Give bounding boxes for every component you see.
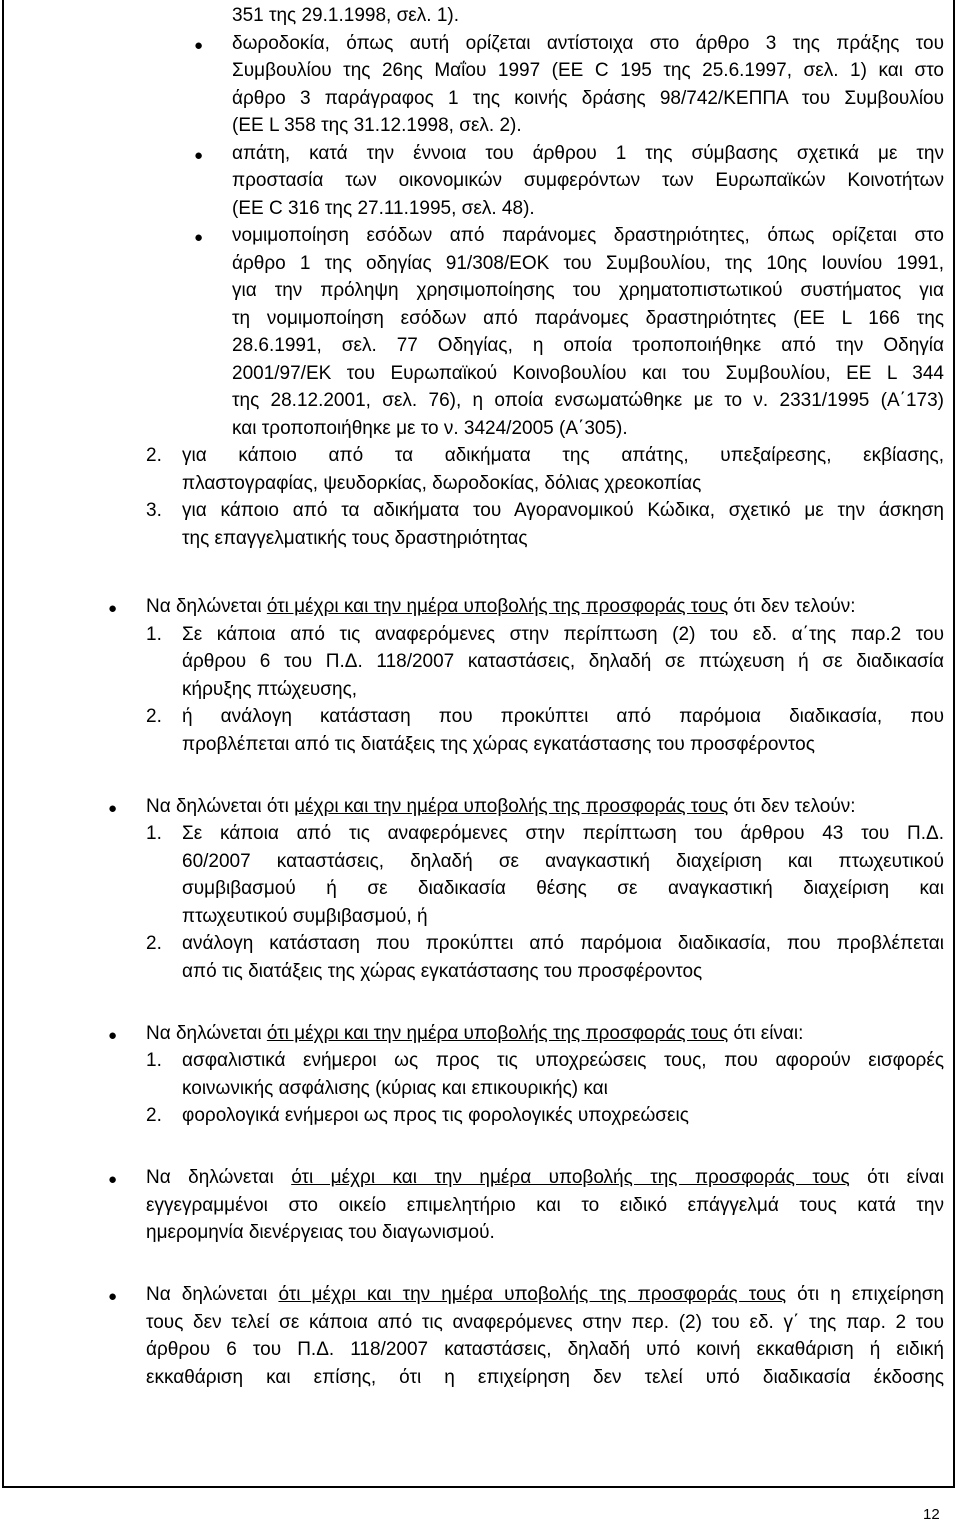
bullet-line: της 28.12.2001, σελ. 76), η οποία ενσωματώθηκε με το ν. 2331/1995 (Α΄173) bbox=[232, 390, 944, 411]
declaration-item-line: από τις διατάξεις της χώρας εγκατάστασης του προσφέροντος bbox=[182, 960, 703, 982]
paragraph-line: εκκαθάριση και επίσης, ότι η επιχείρηση δεν τελεί υπό διαδικασία έκδοσης bbox=[146, 1366, 944, 1388]
declaration-item-line: κοινωνικής ασφάλισης (κύριας και επικουρικής) και bbox=[182, 1077, 608, 1099]
bullet-line: 28.6.1991, σελ. 77 Οδηγίας, η οποία τροποποιήθηκε από την Οδηγία bbox=[232, 335, 944, 356]
bullet-line: προστασία των οικονομικών συμφερόντων των Ευρωπαϊκών Κοινοτήτων bbox=[232, 170, 944, 191]
continuation-line: 351 της 29.1.1998, σελ. 1). bbox=[232, 5, 459, 26]
underlined-condition: ότι μέχρι και την ημέρα υποβολής της προσφοράς τους bbox=[291, 1167, 850, 1188]
page-number: 12 bbox=[923, 1506, 940, 1523]
declaration-item-line: Σε κάποια από τις αναφερόμενες στην περίπτωση (2) του εδ. α΄της παρ.2 του bbox=[182, 623, 944, 645]
paragraph-line: εγγεγραμμένοι στο οικείο επιμελητήριο και το ειδικό επάγγελμά τους κατά την bbox=[146, 1194, 944, 1216]
intro-text: ότι δεν τελούν: bbox=[728, 596, 856, 617]
underlined-condition: μέχρι και την ημέρα υποβολής της προσφοράς τους bbox=[294, 795, 729, 817]
bullet-icon: ● bbox=[108, 1171, 118, 1188]
declaration-intro bbox=[146, 793, 856, 821]
list-number: 1. bbox=[146, 823, 162, 844]
declaration-item-line: προβλέπεται από τις διατάξεις της χώρας εγκατάστασης του προσφέροντος bbox=[182, 733, 815, 755]
bullet-icon: ● bbox=[194, 36, 204, 54]
bullet-icon: ● bbox=[194, 146, 204, 164]
declaration-item-line: ή ανάλογη κατάσταση που προκύπτει από παρόμοια διαδικασία, που bbox=[182, 706, 944, 727]
declaration-item-line: κήρυξης πτώχευσης, bbox=[182, 678, 358, 700]
underlined-condition: ότι μέχρι και την ημέρα υποβολής της προσφοράς τους bbox=[278, 1284, 787, 1305]
bullet-line: (ΕΕ C 316 της 27.11.1995, σελ. 48). bbox=[232, 197, 535, 219]
bullet-line: άρθρο 3 παράγραφος 1 της κοινής δράσης 98/742/ΚΕΠΠΑ του Συμβουλίου bbox=[232, 87, 944, 109]
underlined-condition: ότι μέχρι και την ημέρα υποβολής της προσφοράς τους bbox=[266, 596, 729, 617]
numbered-line: πλαστογραφίας, ψευδορκίας, δωροδοκίας, δόλιας χρεοκοπίας bbox=[182, 472, 702, 494]
list-number: 2. bbox=[146, 933, 162, 954]
bullet-line: νομιμοποίηση εσόδων από παράνομες δραστηριότητες, όπως ορίζεται στο bbox=[232, 225, 944, 246]
list-number: 3. bbox=[146, 500, 162, 521]
declaration-item-line: πτωχευτικού συμβιβασμού, ή bbox=[182, 905, 428, 927]
bullet-icon: ● bbox=[108, 799, 118, 817]
bullet-line: για την πρόληψη χρησιμοποίησης του χρηματοπιστωτικού συστήματος για bbox=[232, 280, 944, 301]
paragraph-first-line bbox=[146, 1164, 944, 1192]
bullet-icon: ● bbox=[108, 1288, 118, 1305]
bullet-line: (ΕΕ L 358 της 31.12.1998, σελ. 2). bbox=[232, 115, 522, 136]
numbered-line: για κάποιο από τα αδικήματα του Αγορανομικού Κώδικα, σχετικό με την άσκηση bbox=[182, 500, 944, 521]
list-number: 2. bbox=[146, 706, 162, 727]
intro-text: Να δηλώνεται bbox=[146, 1022, 267, 1044]
list-number: 2. bbox=[146, 445, 162, 466]
intro-text: Να δηλώνεται bbox=[146, 1284, 279, 1305]
bullet-line: και τροποποιήθηκε με το ν. 3424/2005 (Α΄305). bbox=[232, 417, 628, 439]
intro-text: Να δηλώνεται bbox=[146, 1167, 292, 1188]
bullet-line: άρθρο 1 της οδηγίας 91/308/ΕΟΚ του Συμβουλίου, της 10ης Ιουνίου 1991, bbox=[232, 252, 944, 274]
bullet-line: Συμβουλίου της 26ης Μαΐου 1997 (ΕΕ C 195 της 25.6.1997, σελ. 1) και στο bbox=[232, 60, 944, 81]
bullet-line: δωροδοκία, όπως αυτή ορίζεται αντίστοιχα στο άρθρο 3 της πράξης του bbox=[232, 32, 944, 54]
list-number: 2. bbox=[146, 1105, 162, 1126]
paragraph-line: άρθρου 6 του Π.Δ. 118/2007 καταστάσεις, δηλαδή υπό κοινή εκκαθάριση ή ειδική bbox=[146, 1339, 944, 1360]
underlined-condition: ότι μέχρι και την ημέρα υποβολής της προσφοράς τους bbox=[266, 1022, 729, 1044]
intro-text: Να δηλώνεται ότι bbox=[146, 795, 295, 817]
declaration-intro bbox=[146, 1020, 803, 1048]
paragraph-line: τους δεν τελεί σε κάποια από τις αναφερόμενες στην περ. (2) του εδ. γ΄ της παρ. 2 του bbox=[146, 1311, 944, 1333]
bullet-line: τη νομιμοποίηση εσόδων από παράνομες δραστηριότητες (ΕΕ L 166 της bbox=[232, 307, 944, 329]
intro-text: Να δηλώνεται bbox=[146, 596, 267, 617]
intro-text: ότι η επιχείρηση bbox=[786, 1284, 944, 1305]
numbered-line: για κάποιο από τα αδικήματα της απάτης, υπεξαίρεσης, εκβίασης, bbox=[182, 445, 944, 466]
intro-text: ότι είναι: bbox=[728, 1022, 804, 1044]
paragraph-line: ημερομηνία διενέργειας του διαγωνισμού. bbox=[146, 1222, 495, 1243]
declaration-item-line: άρθρου 6 του Π.Δ. 118/2007 καταστάσεις, δηλαδή σε πτώχευση ή σε διαδικασία bbox=[182, 651, 944, 672]
numbered-line: της επαγγελματικής τους δραστηριότητας bbox=[182, 527, 528, 549]
bullet-icon: ● bbox=[108, 1026, 118, 1044]
bullet-line: 2001/97/ΕΚ του Ευρωπαϊκού Κοινοβουλίου και του Συμβουλίου, ΕΕ L 344 bbox=[232, 362, 944, 384]
intro-text: ότι δεν τελούν: bbox=[728, 795, 856, 817]
declaration-intro bbox=[146, 593, 856, 621]
declaration-item-line: ασφαλιστικά ενήμεροι ως προς τις υποχρεώσεις τους, που αφορούν εισφορές bbox=[182, 1050, 944, 1071]
list-number: 1. bbox=[146, 1050, 162, 1071]
declaration-item-line: συμβιβασμού ή σε διαδικασία θέσης σε αναγκαστική διαχείριση και bbox=[182, 878, 944, 899]
declaration-item-line: Σε κάποια από τις αναφερόμενες στην περίπτωση του άρθρου 43 του Π.Δ. bbox=[182, 823, 944, 844]
declaration-item-line: 60/2007 καταστάσεις, δηλαδή σε αναγκαστική διαχείριση και πτωχευτικού bbox=[182, 850, 944, 872]
declaration-item-line: ανάλογη κατάσταση που προκύπτει από παρόμοια διαδικασία, που προβλέπεται bbox=[182, 933, 944, 954]
paragraph-first-line bbox=[146, 1281, 944, 1309]
bullet-line: απάτη, κατά την έννοια του άρθρου 1 της σύμβασης σχετικά με την bbox=[232, 142, 944, 164]
bullet-icon: ● bbox=[194, 229, 204, 246]
bullet-icon: ● bbox=[108, 600, 118, 617]
intro-text: ότι είναι bbox=[849, 1167, 945, 1188]
list-number: 1. bbox=[146, 623, 162, 645]
declaration-item-line: φορολογικά ενήμεροι ως προς τις φορολογικές υποχρεώσεις bbox=[182, 1105, 689, 1126]
